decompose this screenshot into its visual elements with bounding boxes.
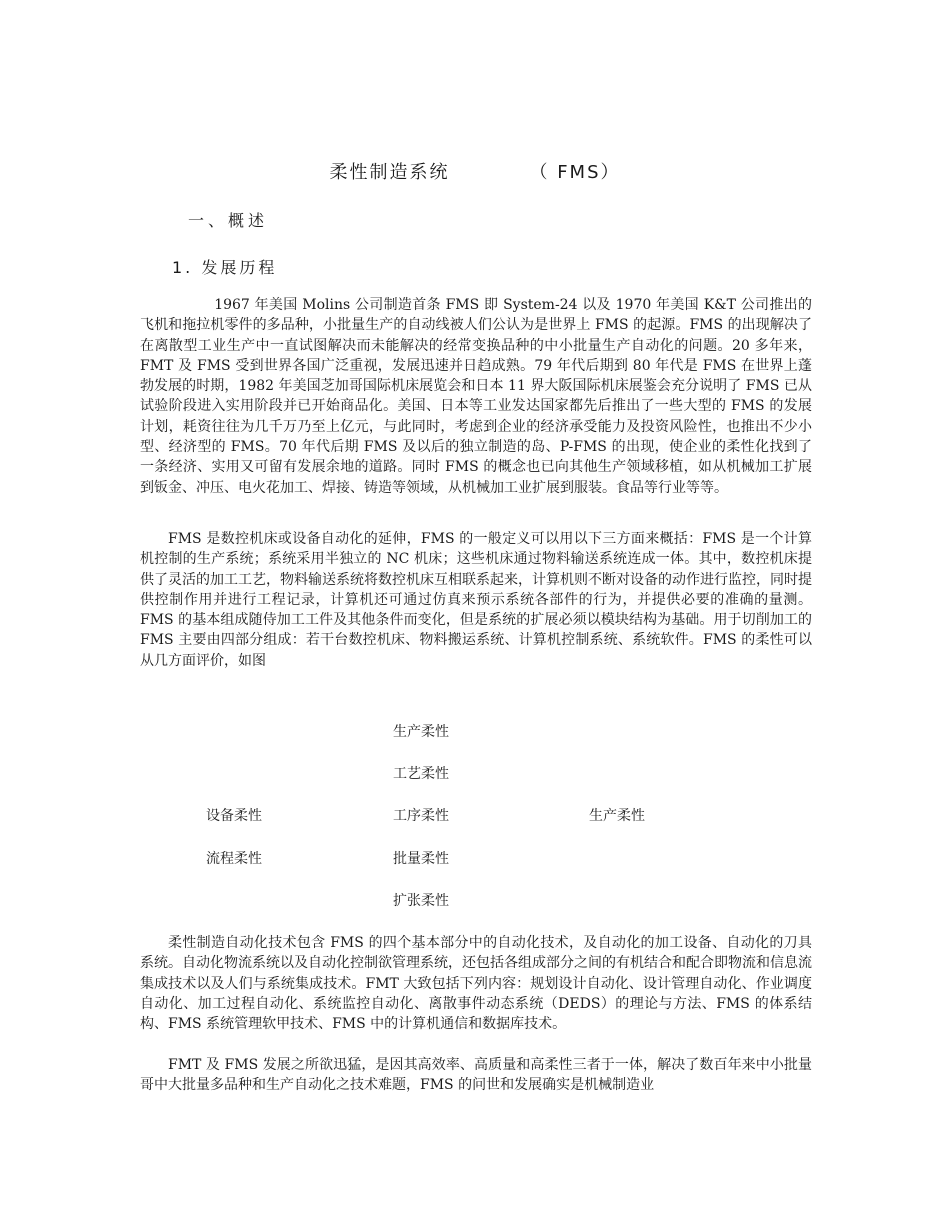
title-abbrev: （ FMS） [529, 162, 621, 183]
paragraph-definition [140, 529, 812, 671]
diagram-center-item: 批量柔性 [393, 851, 449, 867]
diagram-left-item: 设备柔性 [206, 808, 262, 824]
paragraph-text: FMT 及 FMS 发展之所欲迅猛，是因其高效率、高质量和高柔性三者于一体，解决了数百年来中小批量哥中大批量多品种和生产自动化之技术难题，FMS 的问世和发展确实是机械制造业 [140, 1057, 812, 1094]
paragraph-development [140, 1055, 812, 1096]
paragraph-text: 1967 年美国 Molins 公司制造首条 FMS 即 System-24 以及 1970 年美国 K&T 公司推出的飞机和拖拉机零件的多品种，小批量生产的自动线被人们公认为是世界上 FMS 的起源。FMS 的出现解决了在离散型工业生产中一直试图解决而未能解决的经常变换品种的中小批量生产自动化的问题。20 多年来，FMT 及 FMS 受到世界各国广泛重视，发展迅速并日趋成熟。79 年代后期到 80 年代是 FMS 在世界上蓬勃发展的时期，1982 年美国芝加哥国际机床展览会和日本 11 界大阪国际机床展鉴会充分说明了 FMS 已从试验阶段进入实用阶段并已开始商品化。美国、日本等工业发达国家都先后推出了一些大型的 FMS 的发展计划，耗资往往为几千万乃至上亿元，与此同时，考虑到企业的经济承受能力及投资风险性，也推出不少小型、经济型的 FMS。70 年代后期 FMS 及以后的独立制造的岛、P-FMS 的出现，使企业的柔性化找到了一条经济、实用又可留有发展余地的道路。同时 FMS 的概念也已向其他生产领域移植，如从机械加工扩展到钣金、冲压、电火花加工、焊接、铸造等领域，从机械加工业扩展到服装。食品等行业等等。 [140, 297, 812, 496]
subsection-heading: 1. 发展历程 [172, 258, 278, 277]
diagram-center-item: 扩张柔性 [393, 893, 449, 909]
paragraph-history [140, 295, 812, 498]
paragraph-technology [140, 933, 812, 1034]
title-main: 柔性制造系统 [329, 162, 450, 183]
page-title [0, 158, 950, 184]
diagram-left-item: 流程柔性 [206, 851, 262, 867]
diagram-right-item: 生产柔性 [589, 808, 645, 824]
diagram-center-item: 生产柔性 [393, 724, 449, 740]
section-heading: 一、概述 [188, 211, 269, 230]
diagram-center-item: 工序柔性 [393, 808, 449, 824]
paragraph-text: 柔性制造自动化技术包含 FMS 的四个基本部分中的自动化技术，及自动化的加工设备、自动化的刀具系统。自动化物流系统以及自动化控制欲管理系统，还包括各组成部分之间的有机结合和配合即物流和信息流集成技术以及人们与系统集成技术。FMT 大致包括下列内容：规划设计自动化、设计管理自动化、作业调度自动化、加工过程自动化、系统监控自动化、离散事件动态系统（DEDS）的理论与方法、FMS 的体系结构、FMS 系统管理软甲技术、FMS 中的计算机通信和数据库技术。 [140, 935, 812, 1033]
diagram-center-item: 工艺柔性 [393, 766, 449, 782]
paragraph-text: FMS 是数控机床或设备自动化的延伸，FMS 的一般定义可以用以下三方面来概括：FMS 是一个计算机控制的生产系统；系统采用半独立的 NC 机床；这些机床通过物料输送系统连成一体。其中，数控机床提供了灵活的加工工艺，物料输送系统将数控机床互相联系起来，计算机则不断对设备的动作进行监控，同时提供控制作用并进行工程记录，计算机还可通过仿真来预示系统各部件的行为，并提供必要的准确的量测。FMS 的基本组成随侍加工工件及其他条件而变化，但是系统的扩展必须以模块结构为基础。用于切削加工的 FMS 主要由四部分组成：若干台数控机床、物料搬运系统、计算机控制系统、系统软件。FMS 的柔性可以从几方面评价，如图 [140, 531, 812, 669]
